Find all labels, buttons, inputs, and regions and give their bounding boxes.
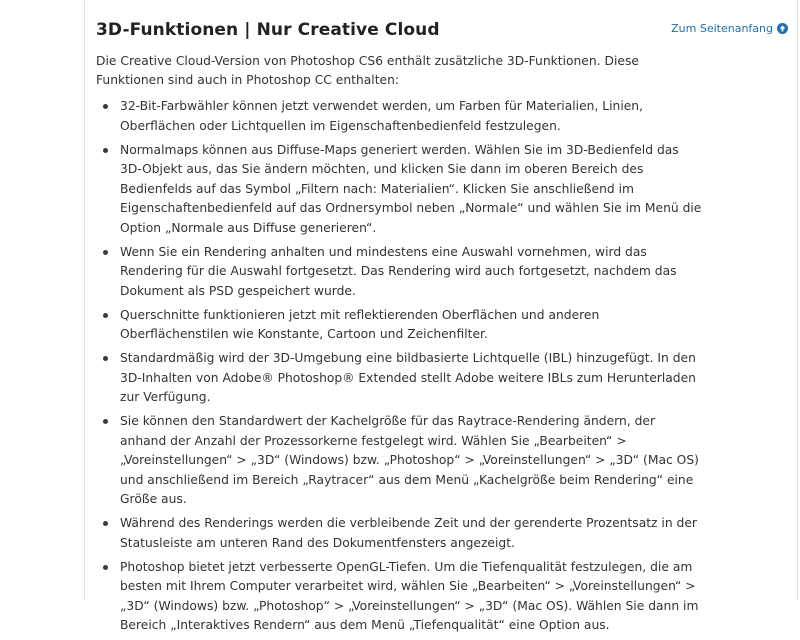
list-item [96,558,702,636]
bullet-icon [103,148,108,153]
bullet-icon [103,419,108,424]
arrow-up-circle-icon [777,23,788,34]
list-item-text: Normalmaps können aus Diffuse-Maps generiert werden. Wählen Sie im 3D-Bedienfeld das 3D-Objekt aus, das Sie ändern möchten, und klicken Sie dann im oberen Bereich des Bedienfelds auf das Symbol „Filtern nach: Materialien“. Klicken Sie anschließend im Eigenschaftenbedienfeld auf das Ordnersymbol neben „Normale“ und wählen Sie im Menü die Option „Normale aus Diffuse generieren“. [120,142,702,235]
back-to-top-label: Zum Seitenanfang [671,22,773,35]
list-item [96,412,702,510]
list-item [96,243,702,302]
list-item-text: Sie können den Standardwert der Kachelgröße für das Raytrace-Rendering ändern, der anhand der Anzahl der Prozessorkerne festgelegt wird. Wählen Sie „Bearbeiten“ > „Voreinstellungen“ > „3D“ (Windows) bzw. „Photoshop“ > „Voreinstellungen“ > „3D“ (Mac OS) und anschließend im Bereich „Raytracer“ aus dem Menü „Kachelgröße beim Rendering“ eine Größe aus. [120,414,699,506]
bullet-icon [103,356,108,361]
left-divider [84,0,85,600]
list-item [96,306,702,345]
bullet-icon [103,521,108,526]
bullet-icon [103,104,108,109]
feature-list [96,97,702,640]
list-item-text: Photoshop bietet jetzt verbesserte OpenGL-Tiefen. Um die Tiefenqualität festzulegen, die am besten mit Ihrem Computer verarbeitet wird, wählen Sie „Bearbeiten“ > „Voreinstellungen“ > „3D“ (Windows) bzw. „Photoshop“ > „Voreinstellungen“ > „3D“ (Mac OS). Wählen Sie dann im Bereich „Interaktives Rendern“ aus dem Menü „Tiefenqualität“ eine Option aus. [120,559,699,632]
list-item-text: Während des Renderings werden die verbleibende Zeit und der gerenderte Prozentsatz in der Statusleiste am unteren Rand des Dokumentfensters angezeigt. [120,516,697,550]
bullet-icon [103,250,108,255]
list-item [96,349,702,408]
right-divider [797,0,798,600]
list-item [96,514,702,553]
bullet-icon [103,313,108,318]
list-item-text: Standardmäßig wird der 3D-Umgebung eine bildbasierte Lichtquelle (IBL) hinzugefügt. In den 3D-Inhalten von Adobe® Photoshop® Extended stellt Adobe weitere IBLs zum Herunterladen zur Verfügung. [120,351,696,404]
list-item-text: 32-Bit-Farbwähler können jetzt verwendet werden, um Farben für Materialien, Linien, Oberflächen oder Lichtquellen im Eigenschaftenbedienfeld festzulegen. [120,99,644,133]
section-title: 3D-Funktionen | Nur Creative Cloud [96,20,440,40]
list-item-text: Wenn Sie ein Rendering anhalten und mindestens eine Auswahl vornehmen, wird das Rendering für die Auswahl fortgesetzt. Das Rendering wird auch fortgesetzt, nachdem das Dokument als PSD gespeichert wurde. [120,244,677,298]
back-to-top-link[interactable] [671,22,788,35]
intro-paragraph: Die Creative Cloud-Version von Photoshop CS6 enthält zusätzliche 3D-Funktionen. Diese Funktionen sind auch in Photoshop CC enthalten: [96,54,639,87]
bullet-icon [103,565,108,570]
list-item [96,141,702,239]
section-header [96,18,788,48]
list-item-text: Querschnitte funktionieren jetzt mit reflektierenden Oberflächen und anderen Oberflächenstilen wie Konstante, Cartoon und Zeichenfilter. [120,307,600,341]
list-item [96,97,702,136]
